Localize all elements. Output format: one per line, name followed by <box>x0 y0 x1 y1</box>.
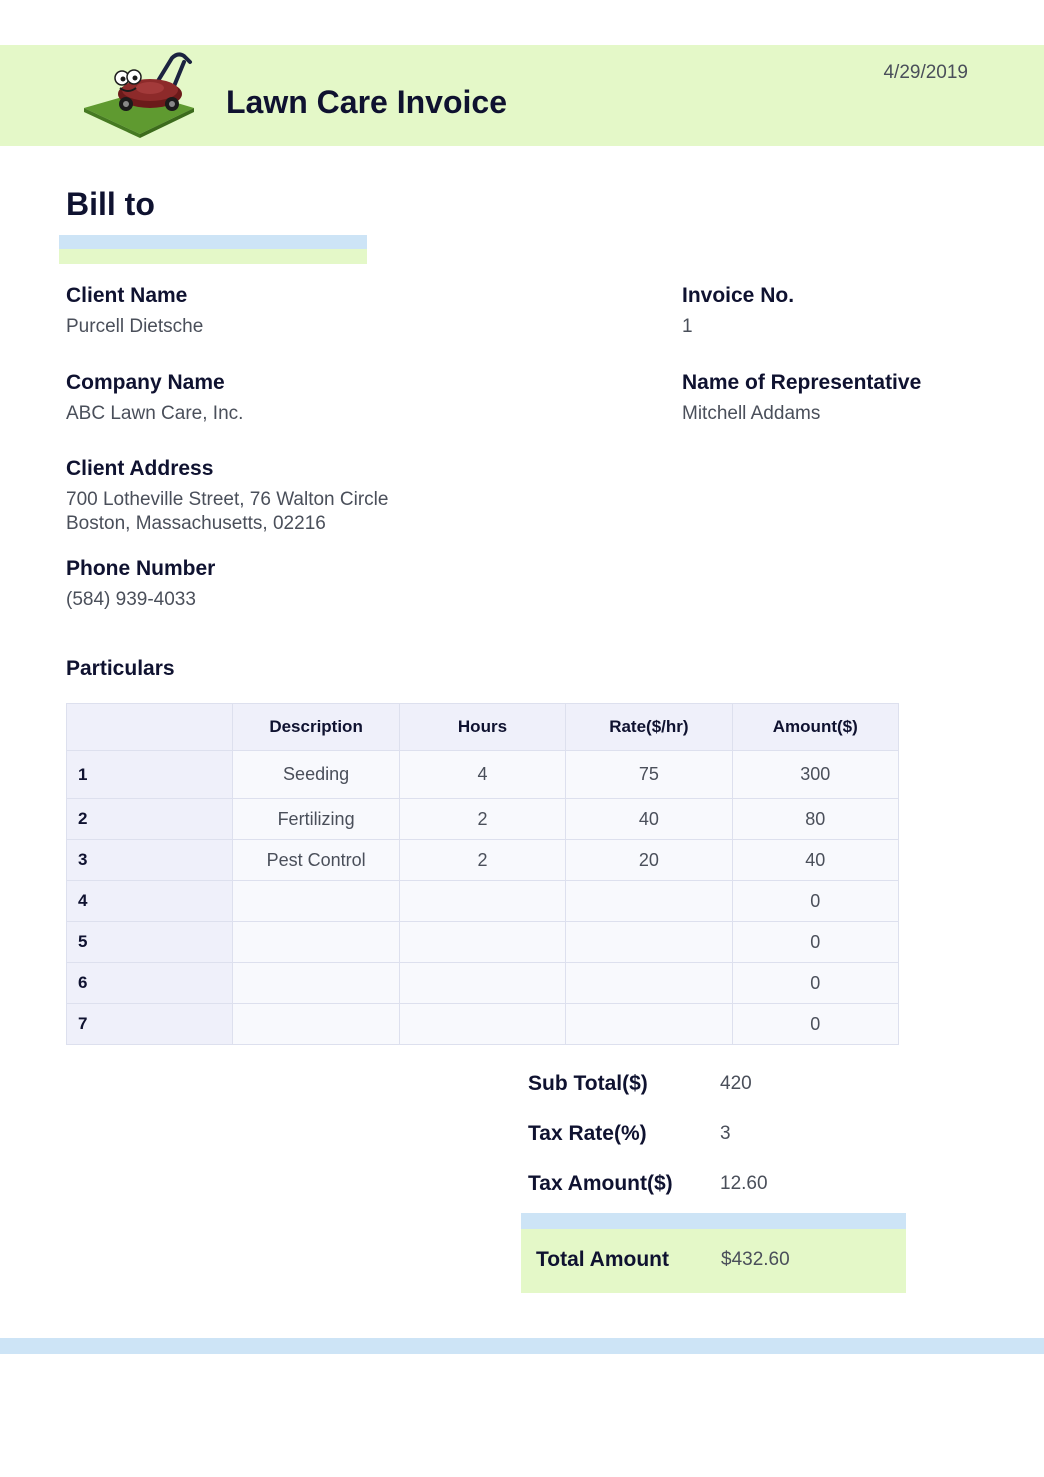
row-number: 1 <box>67 751 233 799</box>
row-hours <box>399 922 565 963</box>
particulars-table <box>66 703 899 1045</box>
row-hours: 2 <box>399 799 565 840</box>
column-header-hours: Hours <box>399 704 565 751</box>
table-header-row <box>67 704 899 751</box>
client-name-value: Purcell Dietsche <box>66 316 204 337</box>
total-accent-blue <box>521 1213 906 1229</box>
particulars-heading: Particulars <box>66 657 175 680</box>
company-name-label: Company Name <box>66 371 225 394</box>
column-header-rate: Rate($/hr) <box>566 704 732 751</box>
row-amount: 80 <box>732 799 898 840</box>
row-number: 2 <box>67 799 233 840</box>
row-hours <box>399 881 565 922</box>
row-rate: 20 <box>566 840 732 881</box>
column-header-amount: Amount($) <box>732 704 898 751</box>
invoice-title: Lawn Care Invoice <box>226 84 507 120</box>
row-description <box>233 963 399 1004</box>
lawn-mower-icon <box>80 50 200 140</box>
company-name-value: ABC Lawn Care, Inc. <box>66 403 244 424</box>
footer-accent-bar <box>0 1338 1044 1354</box>
row-amount: 40 <box>732 840 898 881</box>
invoice-date: 4/29/2019 <box>883 62 968 83</box>
column-header-number <box>67 704 233 751</box>
row-description: Pest Control <box>233 840 399 881</box>
row-amount: 0 <box>732 963 898 1004</box>
subtotal-label: Sub Total($) <box>528 1072 648 1095</box>
row-rate <box>566 881 732 922</box>
client-address-line1: 700 Lotheville Street, 76 Walton Circle <box>66 489 389 510</box>
row-rate: 40 <box>566 799 732 840</box>
row-description: Seeding <box>233 751 399 799</box>
client-name-label: Client Name <box>66 284 188 307</box>
table-row <box>67 963 899 1004</box>
row-amount: 0 <box>732 1004 898 1045</box>
phone-number-value: (584) 939-4033 <box>66 589 196 610</box>
table-row <box>67 1004 899 1045</box>
row-rate <box>566 963 732 1004</box>
row-rate: 75 <box>566 751 732 799</box>
row-hours: 4 <box>399 751 565 799</box>
bill-to-heading: Bill to <box>66 186 155 222</box>
row-description <box>233 922 399 963</box>
row-rate <box>566 922 732 963</box>
row-description <box>233 881 399 922</box>
row-hours <box>399 1004 565 1045</box>
row-amount: 0 <box>732 922 898 963</box>
subtotal-value: 420 <box>720 1073 752 1094</box>
table-row <box>67 840 899 881</box>
row-number: 4 <box>67 881 233 922</box>
representative-label: Name of Representative <box>682 371 922 394</box>
row-description <box>233 1004 399 1045</box>
row-hours: 2 <box>399 840 565 881</box>
tax-rate-label: Tax Rate(%) <box>528 1122 647 1145</box>
row-number: 6 <box>67 963 233 1004</box>
phone-number-label: Phone Number <box>66 557 216 580</box>
row-amount: 300 <box>732 751 898 799</box>
row-amount: 0 <box>732 881 898 922</box>
table-row <box>67 799 899 840</box>
client-address-line2: Boston, Massachusetts, 02216 <box>66 513 326 534</box>
tax-rate-value: 3 <box>720 1123 731 1144</box>
bill-to-accent-blue <box>59 235 367 249</box>
row-number: 7 <box>67 1004 233 1045</box>
total-amount-label: Total Amount <box>536 1248 669 1271</box>
tax-amount-value: 12.60 <box>720 1173 768 1194</box>
table-row <box>67 922 899 963</box>
bill-to-accent-green <box>59 249 367 264</box>
row-hours <box>399 963 565 1004</box>
row-number: 3 <box>67 840 233 881</box>
row-description: Fertilizing <box>233 799 399 840</box>
client-address-label: Client Address <box>66 457 214 480</box>
table-row <box>67 881 899 922</box>
total-amount-value: $432.60 <box>721 1249 790 1270</box>
representative-value: Mitchell Addams <box>682 403 821 424</box>
column-header-description: Description <box>233 704 399 751</box>
tax-amount-label: Tax Amount($) <box>528 1172 673 1195</box>
row-rate <box>566 1004 732 1045</box>
table-row <box>67 751 899 799</box>
invoice-no-label: Invoice No. <box>682 284 795 307</box>
invoice-no-value: 1 <box>682 316 693 337</box>
row-number: 5 <box>67 922 233 963</box>
